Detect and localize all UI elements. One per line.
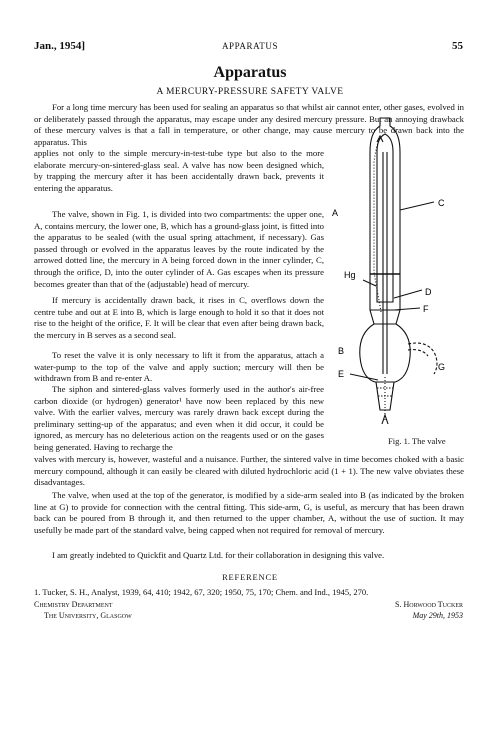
paragraph-1-lead: For a long time mercury has been used for sealing an apparatus so that whilst air cannot enter, other gases, evolved in or deliberately passed through the apparatus, may escape under any desired mercury pressure. But an annoying drawback of these mercury valves is that a fall in temperature, or other change, may cause mercury to be drawn back into the apparatus. This xyxy=(34,102,464,147)
inner-cylinder-c xyxy=(377,134,393,302)
author-name: S. Horwood Tucker xyxy=(395,600,463,609)
paragraph-7: I am greatly indebted to Quickfit and Quartz Ltd. for their collaboration in designing this valve. xyxy=(52,550,385,560)
paragraph-6: The valve, when used at the top of the generator, is modified by a side-arm sealed into B (as indicated by the broken line at G) to provide for connection with the central fitting. This side-arm, G, is useful, as mercury that has been drawn back can be poured from B through it, and then returned to the upper chamber, A, without the use of suction. It may usefully be made part of the standard valve, being capped when not required for removal of mercury. xyxy=(34,490,464,535)
side-arm-g xyxy=(408,343,437,374)
paragraph-3: If mercury is accidentally drawn back, it rises in C, overflows down the centre tube and out at E into B, which is large enough to hold it so that it does not rise to the height of the orifice, F. It will be clear that even after being drawn back, the mercury in B serves as a second seal. xyxy=(34,295,324,340)
paragraph-5-cont: valves with mercury is, however, wasteful and a nuisance. Further, the sintered valve in time becomes choked with a basic mercury compound, although it can easily be cleared with diluted hydrochloric acid (1 + 1). The new valve obviates these disadvantages. xyxy=(34,454,464,488)
university: The University, Glasgow xyxy=(44,610,132,620)
figure-caption: Fig. 1. The valve xyxy=(388,436,446,446)
label-e: E xyxy=(338,369,345,379)
lower-bulb-b xyxy=(360,324,410,382)
header-page-number: 55 xyxy=(452,40,463,52)
valve-diagram xyxy=(330,112,470,432)
label-d: D xyxy=(425,287,432,297)
date-received: May 29th, 1953 xyxy=(412,610,463,620)
label-a: A xyxy=(332,208,339,218)
section-title: Apparatus xyxy=(213,64,287,81)
affiliation xyxy=(34,600,132,621)
paragraph-5-lead: The siphon and sintered-glass valves formerly used in the author's air-free carbon dioxide (or hydrogen) generator¹ have now been replaced by this new valve. With the earlier valves, mercury was rarely drawn back except during the preliminary setting-up of the apparatus; and even when it did occur, it could be ignored, as mercury has no deleterious action on the reagents used or on the gases being generated. Having to recharge the xyxy=(34,384,324,452)
article-subtitle: A MERCURY-PRESSURE SAFETY VALVE xyxy=(156,87,344,97)
paragraph-2: The valve, shown in Fig. 1, is divided into two compartments: the upper one, A, contains mercury, the lower one, B, which has a ground-glass joint, is fitted into the apparatus to be sealed (with the usual spring attachment, if necessary). Gas passed through or evolved in the apparatus leaves by the route indicated by the arrowed dotted line, the mercury in A being forced down in the inner cylinder, C, through the orifice, D, into the outer cylinder of A. Gas escapes when its pressure becomes greater than that of the (adjustable) head of mercury. xyxy=(34,209,324,289)
header-section: APPARATUS xyxy=(221,41,279,51)
label-g: G xyxy=(438,362,446,372)
paragraph-1-cont: applies not only to the simple mercury-in-test-tube type but also to the more elaborate mercury-on-sintered-glass seal. A valve has now been designed which, by trapping the mercury after it has been accidentally drawn back, prevents it entering the apparatus. xyxy=(34,148,324,193)
reference-heading: REFERENCE xyxy=(222,572,278,582)
author-block xyxy=(395,600,463,621)
label-b: B xyxy=(338,346,345,356)
label-c: C xyxy=(438,198,445,208)
outer-cylinder-a xyxy=(370,118,400,310)
paragraph-4: To reset the valve it is only necessary to lift it from the apparatus, attach a water-pump to the top of the valve and apply suction; mercury will then be withdrawn from B and re-enter A. xyxy=(34,350,324,384)
reference-entry: 1. Tucker, S. H., Analyst, 1939, 64, 410; 1942, 67, 320; 1950, 75, 170; Chem. and Ind., 1945, 270. xyxy=(34,587,369,597)
label-f: F xyxy=(423,304,429,314)
header-issue-date: Jan., 1954] xyxy=(34,40,86,52)
department: Chemistry Department xyxy=(34,600,113,609)
label-hg: Hg xyxy=(344,270,356,280)
